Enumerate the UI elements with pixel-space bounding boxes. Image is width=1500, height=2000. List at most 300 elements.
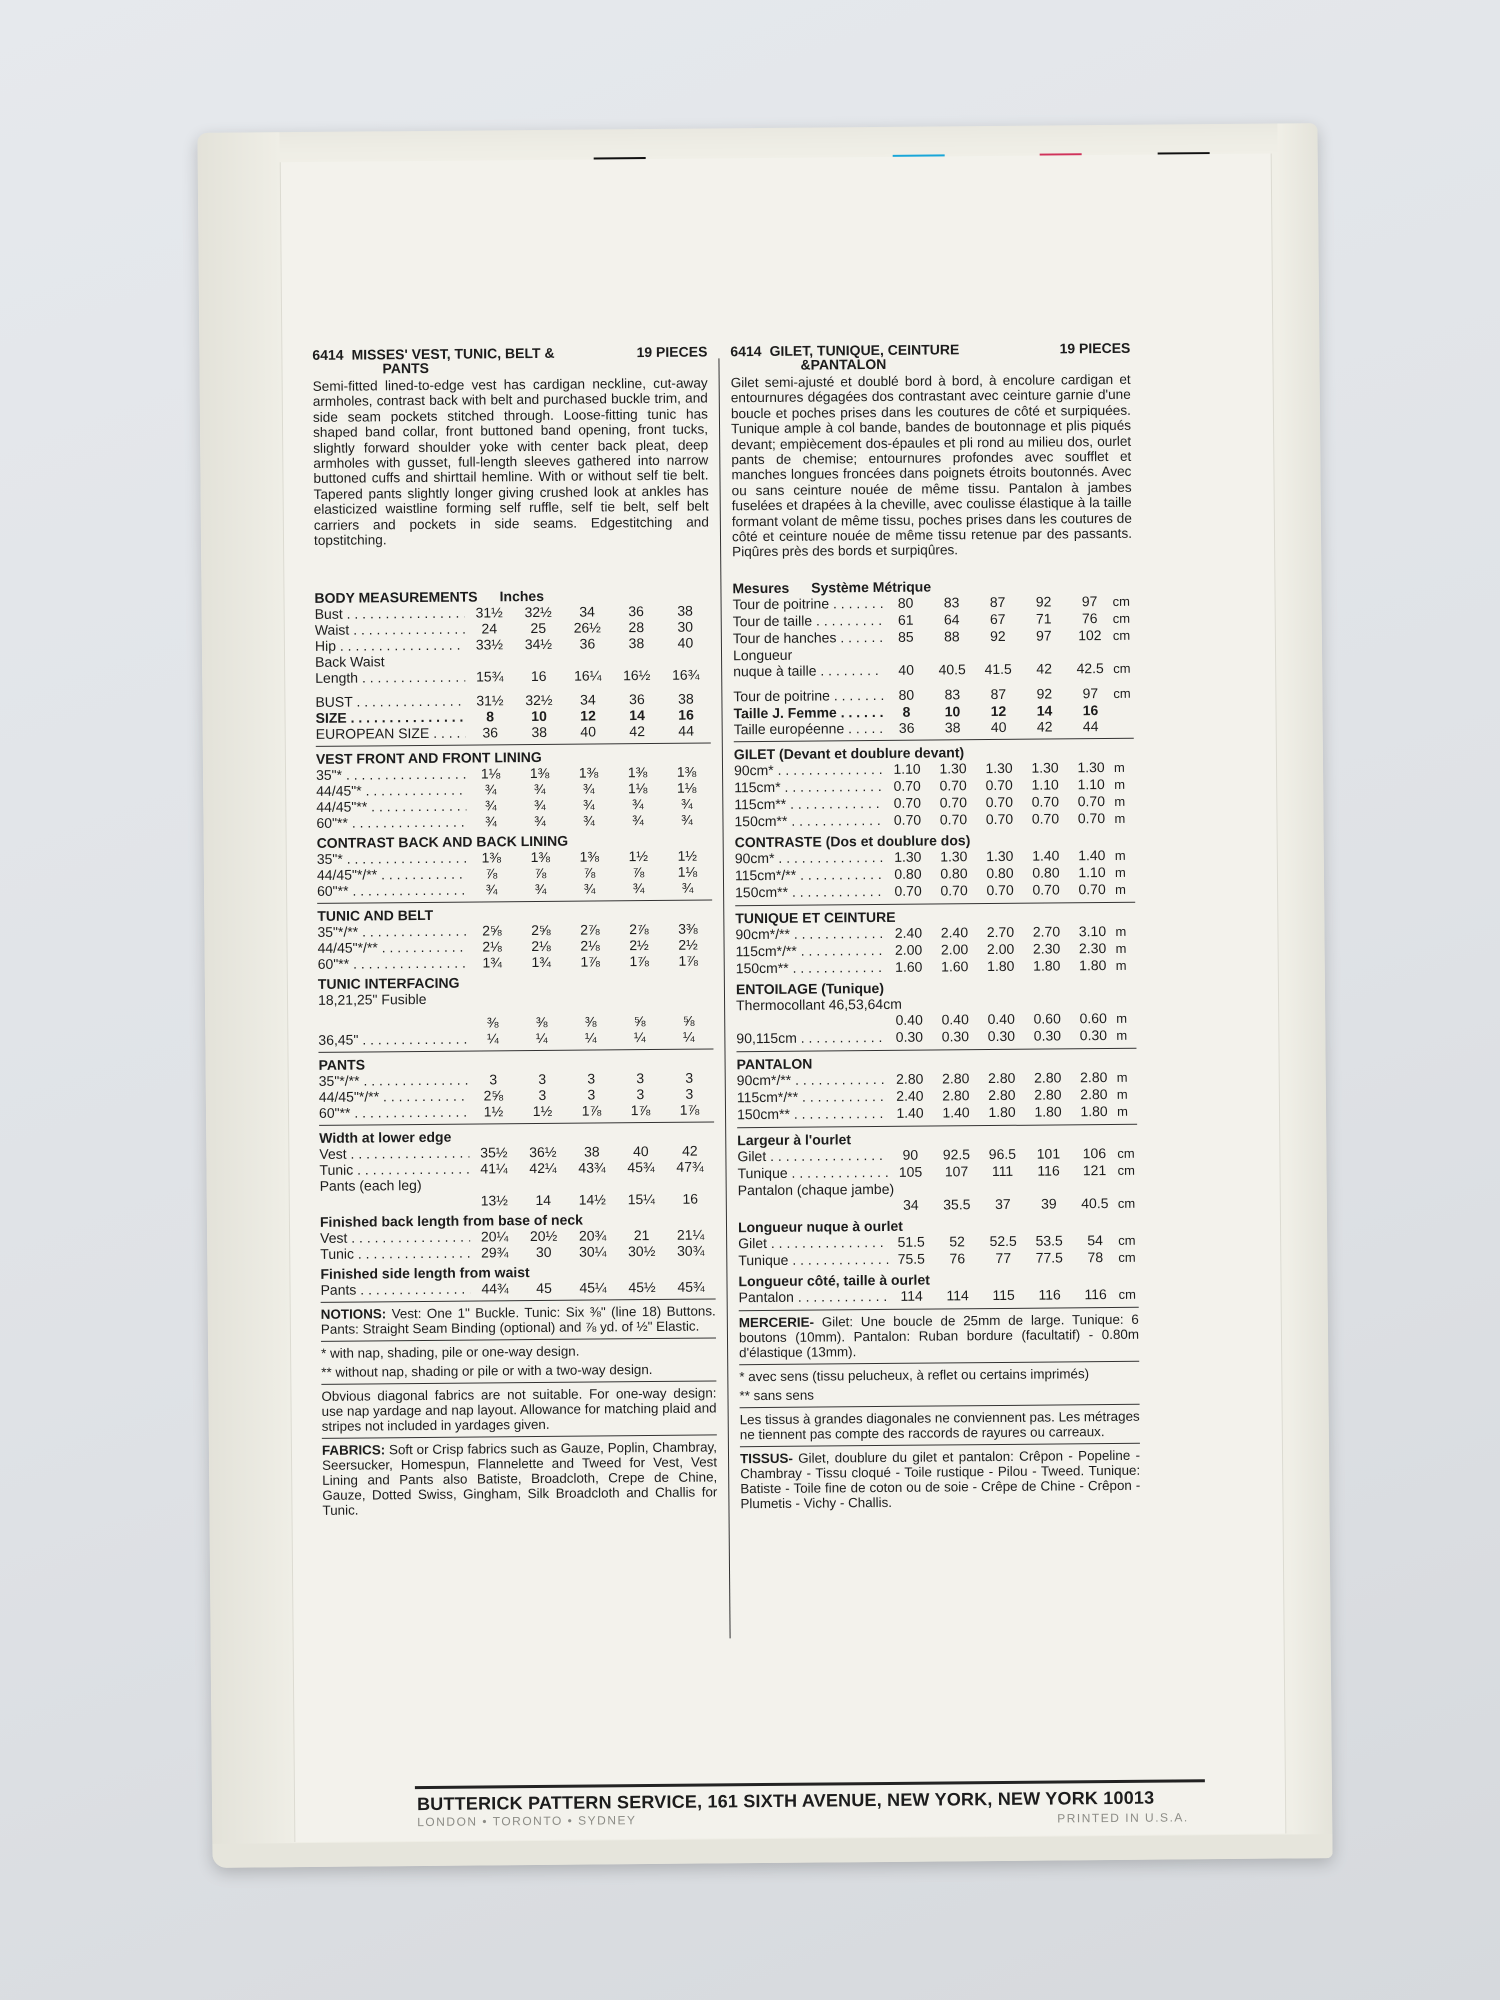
row-label: 150cm** . . . bbox=[734, 812, 884, 829]
row-label: 35"*/** . . . bbox=[317, 923, 467, 940]
envelope-left-flap bbox=[197, 132, 294, 1868]
row-value: 78 bbox=[1087, 1248, 1104, 1266]
row-label: Tour de poitrine . . . bbox=[733, 595, 883, 612]
row-value: 2.80 bbox=[1034, 1086, 1062, 1103]
row-unit: m bbox=[1114, 810, 1126, 826]
row-value: 90 bbox=[902, 1146, 919, 1163]
table-row bbox=[737, 1103, 1137, 1123]
row-value: 21¼ bbox=[676, 1227, 705, 1244]
row-value: 87 bbox=[990, 685, 1007, 702]
row-value: 2.40 bbox=[940, 924, 969, 941]
row-value: 38 bbox=[677, 603, 693, 620]
row-value: 36 bbox=[482, 724, 499, 741]
row-label: 35"* . . . bbox=[316, 766, 466, 783]
row-value: 31½ bbox=[476, 692, 504, 709]
row-value: 116 bbox=[1037, 1162, 1060, 1179]
row-value: 2.00 bbox=[894, 941, 923, 958]
row-value: 3 bbox=[685, 1086, 694, 1103]
row-unit: cm bbox=[1117, 1162, 1135, 1178]
row-value: 115 bbox=[992, 1286, 1015, 1303]
row-value: 1.80 bbox=[1079, 956, 1107, 974]
row-value: ⅞ bbox=[632, 864, 645, 881]
row-value: 1⅜ bbox=[530, 849, 551, 866]
row-value: 42 bbox=[1036, 660, 1053, 677]
row-value: 1.80 bbox=[988, 1103, 1016, 1120]
row-value: 2⅞ bbox=[629, 921, 649, 938]
gilet-yardage-head: GILET (Devant et doublure devant) bbox=[733, 744, 965, 763]
english-column bbox=[312, 343, 717, 1518]
row-value: ¾ bbox=[533, 797, 546, 814]
row-value: 10 bbox=[944, 703, 961, 720]
row-value: 0.80 bbox=[1032, 864, 1060, 881]
row-value: 61 bbox=[897, 611, 914, 628]
row-value: 21 bbox=[633, 1227, 650, 1244]
row-value: 0.30 bbox=[1079, 1026, 1108, 1044]
row-value: 2.80 bbox=[1080, 1085, 1108, 1103]
fabrics-label: FABRICS: bbox=[321, 1442, 386, 1459]
section-rule bbox=[735, 902, 1135, 906]
mesures-title: Mesures bbox=[732, 579, 790, 597]
row-value: ¼ bbox=[584, 1029, 597, 1047]
row-unit: cm bbox=[1113, 685, 1131, 701]
row-value: 97 bbox=[1081, 592, 1098, 610]
row-value: 1⅛ bbox=[480, 765, 501, 782]
row-value: 1.40 bbox=[942, 1104, 970, 1121]
row-value: ¾ bbox=[632, 812, 644, 829]
row-value: 2.80 bbox=[1080, 1068, 1108, 1086]
row-value: ¾ bbox=[582, 796, 595, 814]
row-value: 40 bbox=[580, 723, 597, 741]
row-label: 35"*/** . . . bbox=[319, 1072, 469, 1089]
row-value: 0.70 bbox=[1078, 880, 1106, 898]
row-value: 2.80 bbox=[988, 1086, 1016, 1103]
section-rule bbox=[739, 1361, 1139, 1365]
row-unit: cm bbox=[1113, 660, 1131, 676]
row-value: 111 bbox=[991, 1162, 1014, 1179]
row-value: 0.70 bbox=[985, 793, 1014, 810]
row-value: 0.40 bbox=[941, 1011, 969, 1028]
row-value: 42 bbox=[681, 1143, 698, 1160]
row-value: 114 bbox=[946, 1287, 969, 1304]
row-label: 150cm** . . . bbox=[736, 959, 886, 976]
row-label: 90cm* . . . bbox=[734, 761, 884, 778]
row-value: 0.70 bbox=[894, 882, 922, 899]
row-value: 2.80 bbox=[942, 1070, 970, 1087]
section-rule bbox=[737, 1124, 1137, 1128]
row-unit: m bbox=[1116, 1103, 1128, 1119]
row-label: Hip . . . bbox=[315, 637, 465, 654]
row-value: 3 bbox=[636, 1086, 645, 1103]
row-value: 2.30 bbox=[1032, 940, 1061, 957]
row-label: 44/45"*/** . . . bbox=[319, 1088, 469, 1105]
row-label bbox=[318, 1028, 468, 1029]
mercerie bbox=[739, 1312, 1139, 1360]
pantalon-yardage-head: PANTALON bbox=[736, 1055, 813, 1073]
row-unit: cm bbox=[1118, 1286, 1137, 1302]
row-value: 38 bbox=[628, 635, 645, 652]
row-value: 2⅛ bbox=[531, 938, 551, 955]
row-value: 38 bbox=[678, 691, 694, 708]
row-label: 150cm** . . . bbox=[735, 883, 885, 900]
contraste-yardage-head: CONTRASTE (Dos et doublure dos) bbox=[734, 832, 971, 851]
row-value: 1⅞ bbox=[678, 953, 699, 970]
row-value: ¾ bbox=[680, 796, 693, 813]
tissus-text: Gilet, doublure du gilet et pantalon: Crêpon - Popeline - Chambray - Tissu cloqué - Toile rustique - Pilou - Tweed. Tunique: Batiste - Toile fine de coton ou de soie - Crêpe de Chine - Crêpon - Plumetis - Vichy - Challis. bbox=[740, 1447, 1141, 1512]
row-value: 2⅝ bbox=[531, 922, 551, 939]
row-unit: m bbox=[1116, 1086, 1128, 1102]
row-value: 20½ bbox=[529, 1228, 558, 1245]
row-value: 1⅞ bbox=[580, 953, 601, 971]
row-value: 47¾ bbox=[676, 1159, 704, 1176]
table-row bbox=[320, 1279, 715, 1298]
row-value: ¾ bbox=[534, 881, 547, 898]
row-value: 1.30 bbox=[940, 848, 968, 865]
row-label: Tour de taille . . . bbox=[733, 612, 883, 629]
row-value: 92.5 bbox=[942, 1146, 971, 1163]
row-unit: m bbox=[1114, 776, 1126, 792]
row-value: 0.40 bbox=[895, 1011, 923, 1028]
row-value: 16½ bbox=[623, 667, 651, 684]
row-value: 32½ bbox=[524, 604, 552, 621]
table-row bbox=[316, 812, 711, 831]
section-rule bbox=[321, 1299, 716, 1303]
row-label: EUROPEAN SIZE . . . bbox=[316, 725, 466, 742]
row-value: 30 bbox=[677, 619, 694, 636]
row-value: 71 bbox=[1035, 610, 1052, 627]
row-value: 42 bbox=[1036, 718, 1053, 735]
jambe-label: Pantalon (chaque jambe) bbox=[737, 1180, 895, 1199]
row-value: 35.5 bbox=[943, 1196, 971, 1213]
row-label: 60"** . . . bbox=[317, 882, 467, 899]
row-value: 1.30 bbox=[939, 760, 967, 777]
row-value: 40 bbox=[990, 718, 1007, 735]
row-value: 3 bbox=[587, 1070, 596, 1088]
row-value: 15¾ bbox=[476, 668, 504, 685]
row-value: 76 bbox=[949, 1250, 966, 1267]
row-value: 12 bbox=[580, 707, 596, 725]
row-value: 1.80 bbox=[1080, 1102, 1108, 1120]
row-value: 75.5 bbox=[897, 1250, 925, 1267]
notions bbox=[321, 1304, 716, 1337]
row-value: 2½ bbox=[678, 937, 698, 954]
row-value: 20¾ bbox=[578, 1227, 607, 1245]
pattern-back-sheet bbox=[280, 154, 1287, 1843]
row-value: 26½ bbox=[573, 619, 601, 637]
side-length-head: Finished side length from waist bbox=[320, 1264, 530, 1283]
table-row bbox=[320, 1243, 715, 1262]
row-value: 114 bbox=[900, 1287, 923, 1304]
row-value: 1.10 bbox=[893, 760, 921, 777]
row-value: 0.30 bbox=[987, 1027, 1016, 1044]
row-value: 14 bbox=[629, 707, 645, 724]
row-label: 60"** . . . bbox=[318, 955, 468, 972]
row-value: 52 bbox=[949, 1233, 966, 1250]
row-value: 16 bbox=[682, 1191, 699, 1208]
row-unit: cm bbox=[1117, 1145, 1135, 1161]
row-value: 1½ bbox=[677, 848, 698, 865]
row-value: ¾ bbox=[681, 812, 693, 829]
section-rule bbox=[739, 1307, 1139, 1311]
section-rule bbox=[736, 1048, 1136, 1052]
row-value: 0.70 bbox=[893, 777, 921, 794]
row-value: 0.30 bbox=[1033, 1027, 1062, 1044]
row-value: ¾ bbox=[631, 796, 644, 813]
table-row bbox=[735, 881, 1135, 901]
row-value: 35½ bbox=[480, 1144, 508, 1161]
sens-note-1: * avec sens (tissu pelucheux, à reflet ou certains imprimés) bbox=[739, 1366, 1090, 1385]
section-rule bbox=[321, 1381, 716, 1385]
row-value: 116 bbox=[1038, 1286, 1061, 1303]
row-label: Vest . . . bbox=[319, 1145, 469, 1162]
row-value: 1⅜ bbox=[579, 848, 600, 866]
row-value: 0.70 bbox=[1077, 809, 1106, 827]
row-label: 44/45"*/** . . . bbox=[317, 866, 467, 883]
row-value: 0.70 bbox=[986, 881, 1014, 898]
row-value: 64 bbox=[943, 611, 960, 628]
row-value: 0.80 bbox=[894, 865, 922, 882]
row-value: ⅞ bbox=[583, 864, 596, 882]
row-value: 16¾ bbox=[672, 667, 700, 684]
row-value: 30¼ bbox=[579, 1243, 607, 1261]
pattern-title-sub: &PANTALON bbox=[800, 355, 887, 373]
row-value: 1⅞ bbox=[679, 1102, 700, 1119]
row-value: 2.80 bbox=[1034, 1069, 1062, 1086]
row-label: Pantalon . . . bbox=[739, 1288, 889, 1305]
row-label: Taille J. Femme . . . bbox=[733, 704, 883, 721]
row-value: 2.70 bbox=[1032, 923, 1061, 940]
row-unit: m bbox=[1114, 864, 1126, 880]
table-row bbox=[318, 1029, 713, 1048]
row-value: 0.80 bbox=[940, 865, 968, 882]
row-value: 3 bbox=[538, 1071, 547, 1088]
row-value: 36 bbox=[629, 691, 645, 708]
row-value: 1.30 bbox=[1031, 759, 1059, 776]
tissus bbox=[740, 1448, 1141, 1511]
row-label: 44/45"*/** . . . bbox=[318, 939, 468, 956]
row-value: 2.80 bbox=[896, 1070, 924, 1087]
fabrics-text: Soft or Crisp fabrics such as Gauze, Poplin, Chambray, Seersucker, Homespun, Flannelette and Tweed for Vest, Vest Lining and Pants also Batiste, Broadcloth, Crepe de Chine, Gauze, Dotted Swiss, Gingham, Silk Broadcloth and Challis for Tunic. bbox=[322, 1439, 718, 1519]
section-rule bbox=[319, 1122, 714, 1126]
row-value: 39 bbox=[1040, 1195, 1057, 1212]
nuque-ourlet-head: Longueur nuque à ourlet bbox=[737, 1217, 903, 1236]
row-label: 35"* . . . bbox=[317, 850, 467, 867]
row-label: Length . . . bbox=[315, 669, 465, 686]
row-value: 1.30 bbox=[894, 848, 922, 865]
section-rule bbox=[734, 738, 1134, 742]
notions-text: Vest: One 1" Buckle. Tunic: Six ⅜" (line 18) Buttons. Pants: Straight Seam Binding (optional) and ⅞ yd. of ½" Elastic. bbox=[320, 1303, 716, 1338]
row-value: 51.5 bbox=[897, 1233, 925, 1250]
row-value: ¼ bbox=[633, 1029, 646, 1046]
row-label: Bust . . . bbox=[315, 605, 465, 622]
table-row bbox=[318, 953, 713, 972]
row-value: ¾ bbox=[534, 813, 546, 830]
row-value: 1⅛ bbox=[676, 780, 697, 797]
table-row bbox=[736, 957, 1136, 977]
row-value: 3.10 bbox=[1078, 922, 1107, 940]
row-value: 116 bbox=[1084, 1285, 1107, 1303]
row-value: 1½ bbox=[628, 848, 649, 865]
row-value: 36½ bbox=[529, 1144, 557, 1161]
largeur-head: Largeur à l'ourlet bbox=[737, 1131, 852, 1149]
row-value: 36 bbox=[628, 603, 644, 620]
entoilage-sub: Thermocollant 46,53,64cm bbox=[736, 995, 902, 1014]
row-value: 38 bbox=[583, 1143, 600, 1161]
pattern-description-fr: Gilet semi-ajusté et doublé bord à bord, à encolure cardigan et entournures dégagées dos contrastant avec ceinture garnie d'une boucle et poches prises dans les coutures de côté et surpiquées. Tunique ample à col bande, bandes de boutonnage et plis piqués devant; empiècement dos-épaules et pli rond au milieu dos, ourlet pants de chemise; entournures profondes avec soufflet et manches longues froncées dans poignets étroits boutonnés. Avec ou sans ceinture nouée de même tissu. Pantalon à jambes fuselées et drapées à la cheville, avec coulisse élastique à la taille formant volant de même tissu, poches prises dans les coutures de côté et ceinture nouée de même tissu retenue par des passants. Piqûres près des bords et surpiqûres. bbox=[730, 371, 1133, 560]
row-value: 1⅜ bbox=[578, 764, 599, 782]
row-value: ¾ bbox=[681, 880, 694, 897]
row-value: 0.40 bbox=[987, 1010, 1015, 1027]
row-value: ¾ bbox=[485, 813, 497, 830]
publisher-address: BUTTERICK PATTERN SERVICE, 161 SIXTH AVENUE, NEW YORK, NEW YORK 10013 bbox=[416, 1787, 1155, 1815]
row-value: 67 bbox=[989, 610, 1006, 627]
row-label bbox=[320, 1206, 470, 1207]
table-row bbox=[319, 1102, 714, 1121]
row-value: 3 bbox=[636, 1070, 645, 1087]
body-measurements-unit: Inches bbox=[499, 588, 545, 605]
row-value: 1.10 bbox=[1077, 775, 1105, 793]
row-value: 10 bbox=[531, 708, 547, 725]
row-unit: cm bbox=[1112, 610, 1131, 626]
row-label: 115cm*/** . . . bbox=[737, 1088, 887, 1105]
row-value: 14 bbox=[535, 1192, 552, 1209]
row-value: 41¼ bbox=[480, 1160, 508, 1177]
row-label bbox=[738, 1210, 888, 1211]
row-value: ¾ bbox=[632, 880, 645, 897]
fabrics bbox=[322, 1440, 718, 1518]
row-value: ⅞ bbox=[485, 865, 498, 882]
row-value: 92 bbox=[990, 627, 1006, 644]
row-label: Taille européenne . . . bbox=[734, 720, 884, 737]
table-row bbox=[734, 810, 1134, 830]
row-value: 2⅝ bbox=[482, 922, 502, 939]
row-value: 25 bbox=[530, 620, 547, 637]
row-value: 1⅜ bbox=[627, 764, 648, 781]
row-value: 34 bbox=[902, 1196, 919, 1213]
row-value: 29¾ bbox=[481, 1244, 509, 1261]
row-value: 1⅛ bbox=[627, 780, 648, 797]
row-value: 24 bbox=[481, 620, 498, 637]
tunique-yardage-head: TUNIQUE ET CEINTURE bbox=[735, 908, 896, 927]
row-value: 107 bbox=[944, 1163, 969, 1180]
row-value: 77.5 bbox=[1035, 1249, 1063, 1266]
row-value: 30¾ bbox=[677, 1243, 705, 1260]
row-value: ⅝ bbox=[682, 1013, 695, 1030]
row-value: 33½ bbox=[475, 636, 504, 653]
row-value: 80 bbox=[898, 686, 915, 703]
row-label: 90cm*/** . . . bbox=[737, 1071, 887, 1088]
row-label: Tunique . . . bbox=[737, 1164, 887, 1181]
row-value: 1.80 bbox=[987, 957, 1015, 974]
row-label: Tour de hanches . . . bbox=[733, 629, 883, 646]
row-value: ¾ bbox=[484, 781, 497, 798]
row-value: 0.70 bbox=[939, 794, 968, 811]
row-value: 1.40 bbox=[1032, 847, 1060, 864]
row-value: 16 bbox=[530, 668, 547, 685]
row-value: 41.5 bbox=[984, 660, 1012, 677]
interfacing-head: TUNIC INTERFACING bbox=[317, 975, 460, 993]
vest-yardage-head: VEST FRONT AND FRONT LINING bbox=[315, 749, 542, 768]
row-value: 43¾ bbox=[578, 1159, 606, 1177]
pants-leg-label: Pants (each leg) bbox=[319, 1177, 422, 1195]
table-row bbox=[739, 1286, 1139, 1306]
row-unit: m bbox=[1115, 940, 1127, 956]
notions-label: NOTIONS: bbox=[320, 1306, 387, 1323]
section-rule bbox=[316, 743, 711, 747]
row-value: 0.70 bbox=[1032, 881, 1060, 898]
row-label: 150cm** . . . bbox=[737, 1105, 887, 1122]
table-row bbox=[317, 880, 712, 899]
pattern-name: GILET, TUNIQUE, CEINTURE bbox=[769, 341, 960, 359]
row-value: 42.5 bbox=[1076, 659, 1104, 677]
row-value: 1⅜ bbox=[481, 849, 502, 866]
row-unit: m bbox=[1116, 1010, 1128, 1026]
row-label: 90cm* . . . bbox=[735, 849, 885, 866]
row-value: 80 bbox=[897, 594, 914, 611]
row-value: 14 bbox=[1036, 702, 1053, 719]
row-value: 15¼ bbox=[627, 1191, 655, 1208]
row-value: 106 bbox=[1082, 1144, 1107, 1162]
row-value: 0.60 bbox=[1033, 1010, 1061, 1027]
row-label: Gilet . . . bbox=[738, 1234, 888, 1251]
row-value: 16¼ bbox=[574, 667, 602, 685]
row-value: 0.70 bbox=[985, 776, 1013, 793]
row-value: 0.70 bbox=[893, 794, 922, 811]
row-value: 105 bbox=[898, 1163, 923, 1180]
row-value: 85 bbox=[898, 628, 914, 645]
row-value: 36 bbox=[579, 635, 596, 653]
row-label: SIZE . . . bbox=[315, 709, 465, 726]
row-value: 12 bbox=[990, 702, 1007, 719]
entoilage-head: ENTOILAGE (Tunique) bbox=[735, 979, 885, 998]
row-unit: m bbox=[1113, 759, 1125, 775]
row-unit: m bbox=[1114, 793, 1126, 809]
row-value: 1¾ bbox=[531, 954, 552, 971]
row-label: BUST . . . bbox=[315, 693, 465, 710]
section-rule bbox=[321, 1338, 716, 1342]
piece-count: 19 PIECES bbox=[636, 343, 708, 361]
row-value: 0.70 bbox=[985, 810, 1014, 827]
row-value: 87 bbox=[989, 593, 1006, 610]
section-rule bbox=[318, 1049, 713, 1053]
row-value: 40 bbox=[632, 1143, 649, 1160]
row-value: 36 bbox=[898, 719, 915, 736]
row-value: 8 bbox=[486, 708, 495, 725]
row-label: Waist . . . bbox=[315, 621, 465, 638]
row-value: 3⅜ bbox=[678, 921, 698, 938]
row-value: 45¾ bbox=[677, 1279, 705, 1296]
row-value: 13½ bbox=[480, 1192, 508, 1209]
row-value: 0.70 bbox=[1031, 793, 1060, 810]
row-value: 3 bbox=[489, 1071, 498, 1088]
row-value: 0.70 bbox=[939, 811, 968, 828]
row-value: 1.80 bbox=[1034, 1103, 1062, 1120]
body-measurements-title: BODY MEASUREMENTS bbox=[314, 588, 478, 607]
section-rule bbox=[322, 1435, 717, 1439]
table-row bbox=[734, 718, 1134, 737]
row-label: Tour de poitrine . . . bbox=[733, 687, 883, 704]
row-value: ¼ bbox=[535, 1030, 548, 1047]
row-value: 1.80 bbox=[1033, 957, 1061, 974]
row-value: 88 bbox=[944, 628, 960, 645]
row-value: 83 bbox=[943, 594, 960, 611]
row-value: 77 bbox=[995, 1249, 1012, 1266]
row-value: 0.70 bbox=[1077, 792, 1106, 810]
row-value: 1⅞ bbox=[630, 1102, 651, 1119]
row-value: 2.40 bbox=[894, 924, 923, 941]
row-value: 1½ bbox=[483, 1103, 504, 1120]
row-value: 102 bbox=[1078, 626, 1102, 644]
tissus-label: TISSUS- bbox=[739, 1450, 793, 1467]
